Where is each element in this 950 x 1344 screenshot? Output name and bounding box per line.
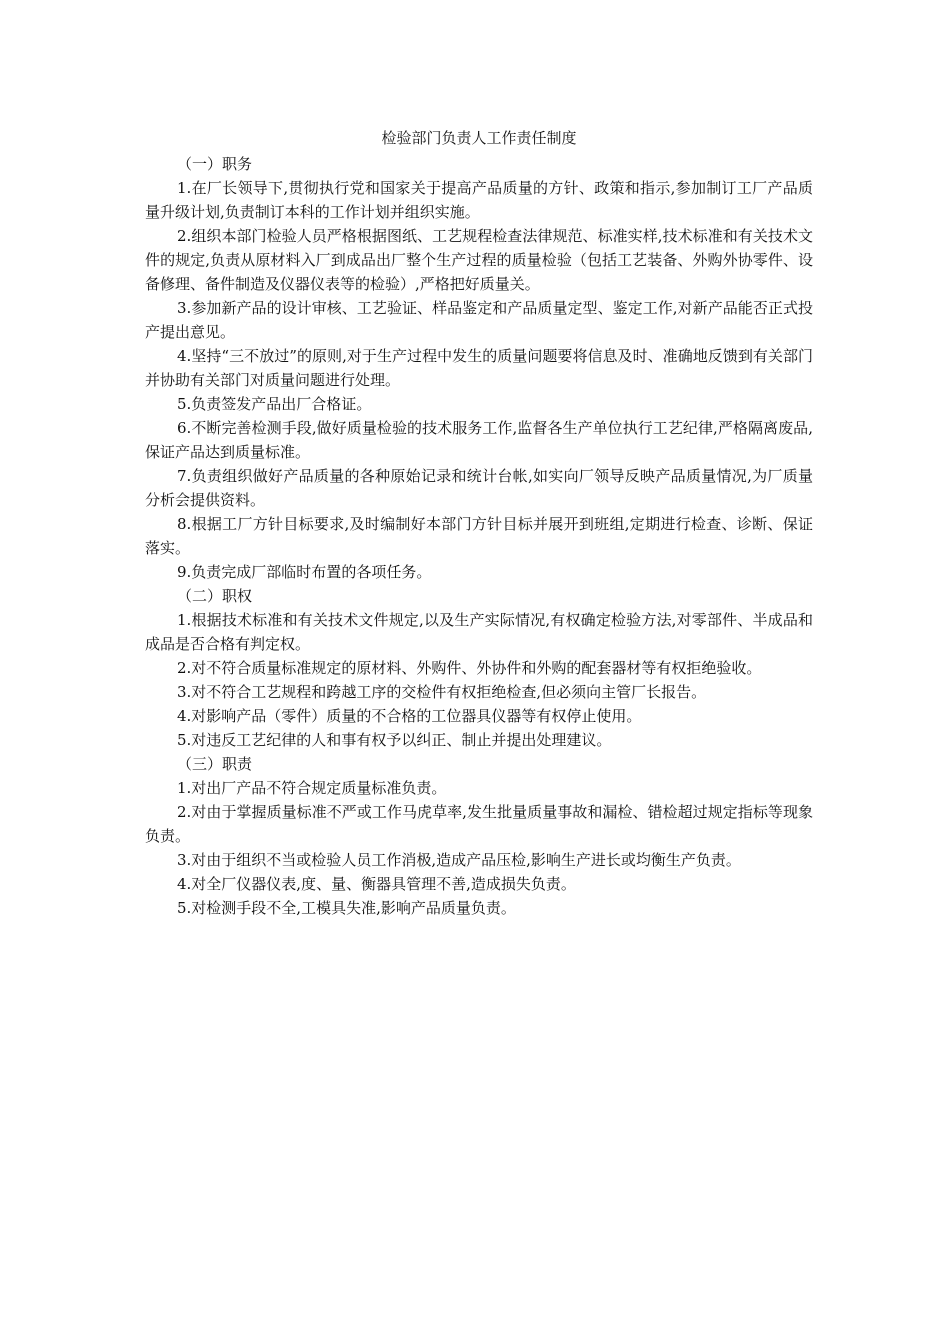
duty-item-1: 1.在厂长领导下,贯彻执行党和国家关于提高产品质量的方针、政策和指示,参加制订工厂产品质量升级计划,负责制订本科的工作计划并组织实施。 (145, 179, 813, 221)
authority-item-2: 2.对不符合质量标准规定的原材料、外购件、外协件和外购的配套器材等有权拒绝验收。 (177, 659, 762, 677)
responsibility-item-2: 2.对由于掌握质量标准不严或工作马虎草率,发生批量质量事故和漏检、错检超过规定指标等现象负责。 (145, 803, 813, 845)
authority-item-3: 3.对不符合工艺规程和跨越工序的交检件有权拒绝检查,但必须向主管厂长报告。 (177, 683, 707, 701)
authority-item-1: 1.根据技术标准和有关技术文件规定,以及生产实际情况,有权确定检验方法,对零部件、半成品和成品是否合格有判定权。 (145, 611, 813, 653)
section-heading: （二）职权 (177, 587, 253, 605)
document-title: 检验部门负责人工作责任制度 (381, 129, 577, 147)
section-heading: （一）职务 (177, 155, 253, 173)
responsibility-item-5: 5.对检测手段不全,工模具失准,影响产品质量负责。 (177, 899, 516, 917)
duty-item-8: 8.根据工厂方针目标要求,及时编制好本部门方针目标并展开到班组,定期进行检查、诊断、保证落实。 (145, 515, 813, 557)
authority-item-4: 4.对影响产品（零件）质量的不合格的工位器具仪器等有权停止使用。 (177, 707, 642, 725)
responsibility-item-3: 3.对由于组织不当或检验人员工作消极,造成产品压检,影响生产进长或均衡生产负责。 (177, 851, 741, 869)
duty-item-9: 9.负责完成厂部临时布置的各项任务。 (177, 563, 432, 581)
section-duties (145, 152, 813, 584)
duty-item-3: 3.参加新产品的设计审核、工艺验证、样品鉴定和产品质量定型、鉴定工作,对新产品能否正式投产提出意见。 (145, 299, 813, 341)
duty-item-2: 2.组织本部门检验人员严格根据图纸、工艺规程检查法律规范、标准实样,技术标准和有关技术文件的规定,负责从原材料入厂到成品出厂整个生产过程的质量检验（包括工艺装备、外购外协零件、设备修理、备件制造及仪器仪表等的检验）,严格把好质量关。 (145, 227, 813, 293)
section-heading: （三）职责 (177, 755, 253, 773)
authority-item-5: 5.对违反工艺纪律的人和事有权予以纠正、制止并提出处理建议。 (177, 731, 612, 749)
duty-item-7: 7.负责组织做好产品质量的各种原始记录和统计台帐,如实向厂领导反映产品质量情况,为厂质量分析会提供资料。 (145, 467, 813, 509)
responsibility-item-4: 4.对全厂仪器仪表,度、量、衡器具管理不善,造成损失负责。 (177, 875, 576, 893)
document-page (145, 126, 813, 920)
section-responsibility (145, 752, 813, 920)
duty-item-4: 4.坚持“三不放过”的原则,对于生产过程中发生的质量问题要将信息及时、准确地反馈到有关部门并协助有关部门对质量问题进行处理。 (145, 347, 813, 389)
duty-item-5: 5.负责签发产品出厂合格证。 (177, 395, 372, 413)
section-authority (145, 584, 813, 752)
duty-item-6: 6.不断完善检测手段,做好质量检验的技术服务工作,监督各生产单位执行工艺纪律,严格隔离废品,保证产品达到质量标准。 (145, 419, 813, 461)
responsibility-item-1: 1.对出厂产品不符合规定质量标准负责。 (177, 779, 447, 797)
